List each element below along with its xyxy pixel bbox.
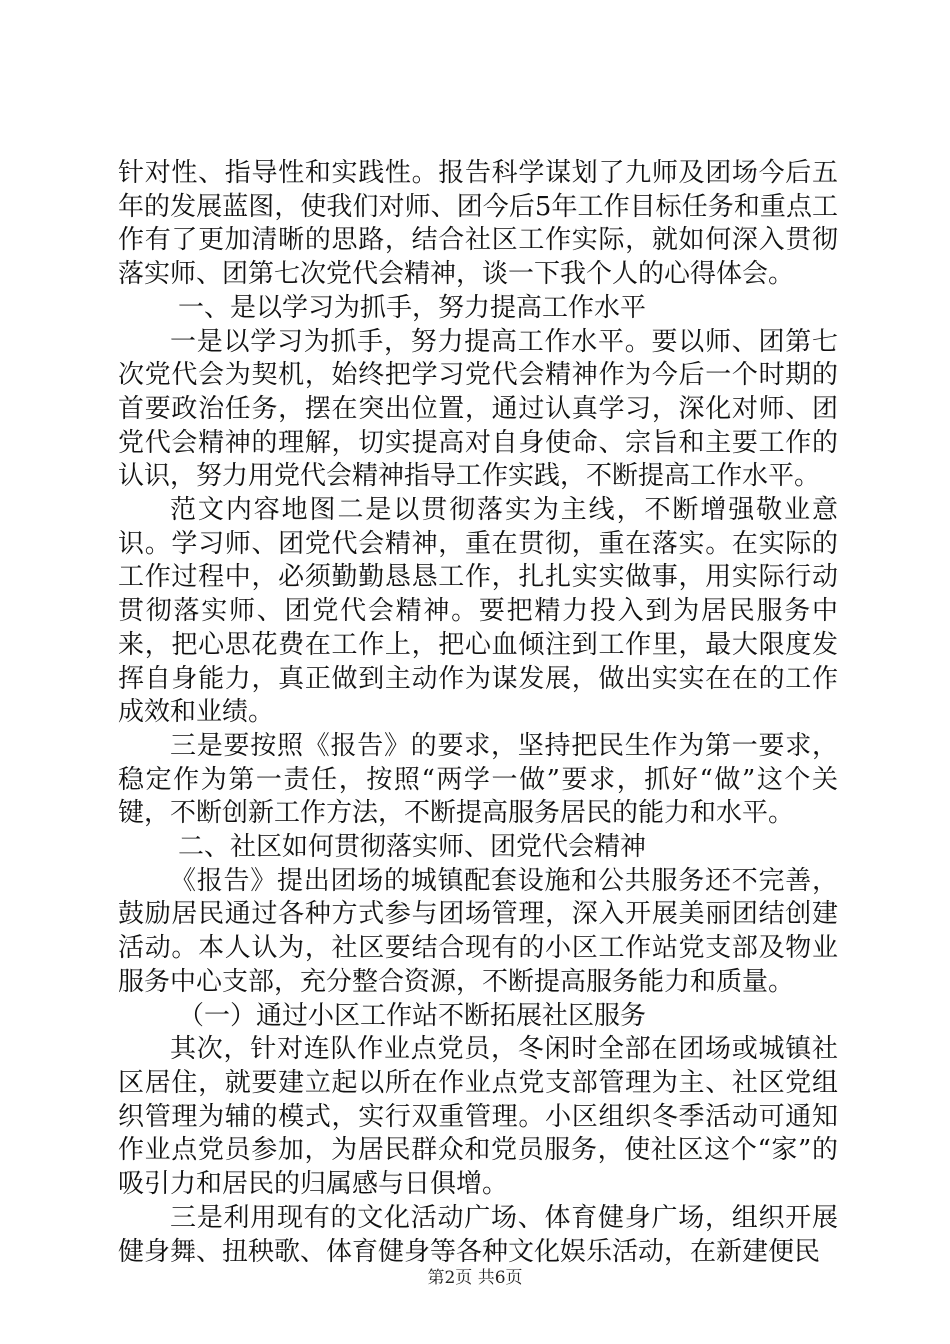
paragraph: 三是要按照《报告》的要求，坚持把民生作为第一要求，稳定作为第一责任，按照“两学一做”要求，抓好“做”这个关键，不断创新工作方法，不断提高服务居民的能力和水平。 bbox=[118, 730, 838, 829]
paragraph: 其次，针对连队作业点党员，冬闲时全部在团场或城镇社区居住，就要建立起以所在作业点党支部管理为主、社区党组织管理为辅的模式，实行双重管理。小区组织冬季活动可通知作业点党员参加，为居民群众和党员服务，使社区这个“家”的吸引力和居民的归属感与日俱增。 bbox=[118, 1034, 838, 1200]
section-heading-2: 二、社区如何贯彻落实师、团党代会精神 bbox=[178, 832, 647, 863]
section-heading-1: 一、是以学习为抓手，努力提高工作水平 bbox=[178, 292, 647, 323]
page-number: 第2页 共6页 bbox=[427, 1268, 523, 1288]
paragraph: 一是以学习为抓手，努力提高工作水平。要以师、团第七次党代会为契机，始终把学习党代会精神作为今后一个时期的首要政治任务，摆在突出位置，通过认真学习，深化对师、团党代会精神的理解，切实提高对自身使命、宗旨和主要工作的认识，努力用党代会精神指导工作实践，不断提高工作水平。 bbox=[118, 326, 838, 492]
paragraph: 范文内容地图二是以贯彻落实为主线，不断增强敬业意识。学习师、团党代会精神，重在贯彻，重在落实。在实际的工作过程中，必须勤勤恳恳工作，扎扎实实做事，用实际行动贯彻落实师、团党代会精神。要把精力投入到为居民服务中来，把心思花费在工作上，把心血倾注到工作里，最大限度发挥自身能力，真正做到主动作为谋发展，做出实实在在的工作成效和业绩。 bbox=[118, 495, 838, 728]
subsection-heading-1: （一）通过小区工作站不断拓展社区服务 bbox=[178, 1000, 647, 1031]
paragraph-truncated: 三是利用现有的文化活动广场、体育健身广场，组织开展健身舞、扭秧歌、体育健身等各种文化娱乐活动，在新建便民 bbox=[118, 1202, 838, 1267]
document-body bbox=[118, 157, 838, 1269]
paragraph-continued: 针对性、指导性和实践性。报告科学谋划了九师及团场今后五年的发展蓝图，使我们对师、团今后5年工作目标任务和重点工作有了更加清晰的思路，结合社区工作实际，就如何深入贯彻落实师、团第七次党代会精神，谈一下我个人的心得体会。 bbox=[118, 158, 838, 290]
paragraph: 《报告》提出团场的城镇配套设施和公共服务还不完善，鼓励居民通过各种方式参与团场管理，深入开展美丽团结创建活动。本人认为，社区要结合现有的小区工作站党支部及物业服务中心支部，充分整合资源，不断提高服务能力和质量。 bbox=[118, 865, 838, 997]
